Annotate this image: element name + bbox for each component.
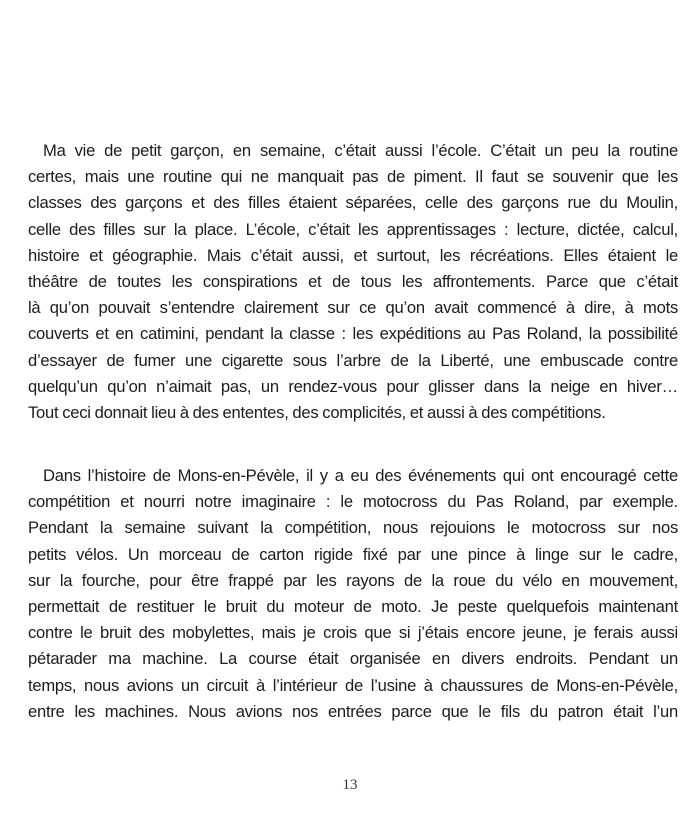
text-line: Dans l’histoire de Mons-en-Pévèle, il y a eu des événements qui ont encouragé cette — [43, 466, 678, 485]
paragraph-school-life — [28, 138, 678, 426]
text-line: couverts et en catimini, pendant la classe : les expéditions au Pas Roland, la possibilité — [28, 324, 678, 344]
text-line: compétition et nourri notre imaginaire : le motocross du Pas Roland, par exemple. — [28, 492, 678, 512]
text-line: histoire et géographie. Mais c’était aussi, et surtout, les récréations. Elles étaient le — [28, 245, 678, 265]
text-line: sur la fourche, pour être frappé par les rayons de la roue du vélo en mouvement, — [28, 570, 678, 590]
text-line: d’essayer de fumer une cigarette sous l’arbre de la Liberté, une embuscade contre — [28, 350, 678, 370]
text-line: contre le bruit des mobylettes, mais je crois que si j’étais encore jeune, je ferais aussi — [28, 623, 678, 643]
text-line: Ma vie de petit garçon, en semaine, c’était aussi l’école. C’était un peu la routine — [43, 141, 678, 160]
text-line: Pendant la semaine suivant la compétition, nous rejouions le motocross sur nos — [28, 518, 678, 538]
text-line: temps, nous avions un circuit à l’intérieur de l’usine à chaussures de Mons-en-Pévèle, — [28, 675, 678, 695]
text-line: certes, mais une routine qui ne manquait pas de piment. Il faut se souvenir que les — [28, 167, 678, 187]
page-number: 13 — [342, 777, 358, 793]
text-line: classes des garçons et des filles étaient séparées, celle des garçons rue du Moulin, — [28, 193, 678, 213]
text-line: quelqu’un qu’on n’aimait pas, un rendez-vous pour glisser dans la neige en hiver… — [28, 376, 678, 396]
text-line: entre les machines. Nous avions nos entrées parce que le fils du patron était l’un — [28, 701, 678, 721]
text-line: pétarader ma machine. La course était organisée en divers endroits. Pendant un — [28, 649, 678, 669]
text-line: théâtre de toutes les conspirations et de tous les affrontements. Parce que c’était — [28, 272, 678, 292]
paragraph-motocross — [28, 463, 678, 725]
text-line: celle des filles sur la place. L’école, c’était les apprentissages : lecture, dictée, calcul, — [28, 219, 678, 239]
text-line: là qu’on pouvait s’entendre clairement sur ce qu’on avait commencé à dire, à mots — [28, 298, 678, 318]
text-line: permettait de restituer le bruit du moteur de moto. Je peste quelquefois maintenant — [28, 597, 678, 617]
text-line: petits vélos. Un morceau de carton rigide fixé par une pince à linge sur le cadre, — [28, 544, 678, 564]
text-line: Tout ceci donnait lieu à des ententes, des complicités, et aussi à des compétitions. — [28, 403, 606, 423]
